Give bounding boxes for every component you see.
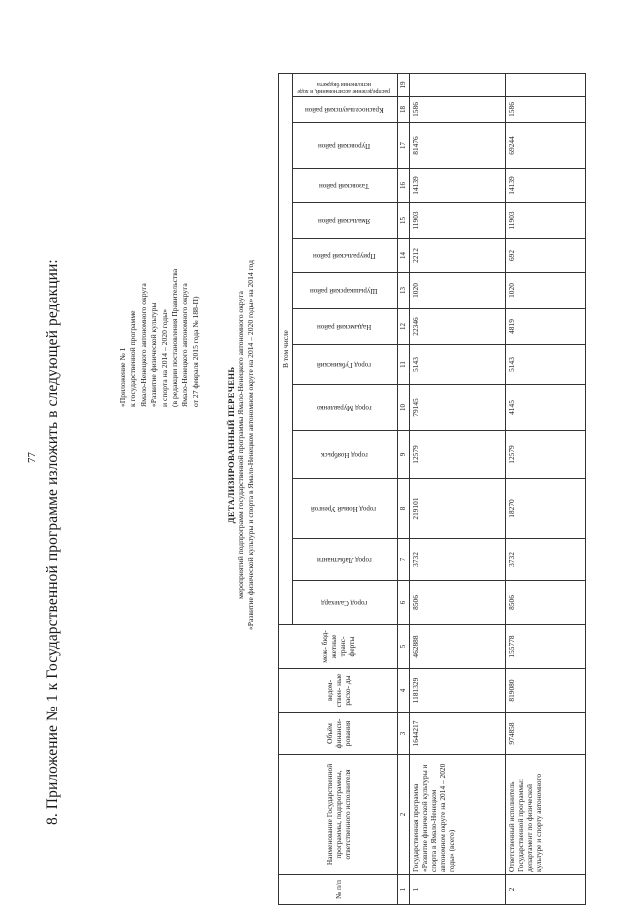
col-index: 13 <box>398 273 410 309</box>
cell-salekhard: 8506 <box>410 581 506 625</box>
cell-salekhard: 8506 <box>506 581 586 625</box>
financing-table <box>278 73 586 905</box>
muni-header: город Ноябрьск <box>293 431 398 479</box>
col-index: 15 <box>398 203 410 239</box>
cell-yamalsky: 11903 <box>410 203 506 239</box>
cell-tazovsky: 14139 <box>506 169 586 203</box>
col-index: 6 <box>398 581 410 625</box>
muni-header: Приуральский район <box>293 239 398 273</box>
including-header: В том числе <box>279 74 293 625</box>
cell-labytnangi: 3732 <box>506 539 586 581</box>
col-vedom-header: ведом- ствен- ные расхо- ды <box>279 669 398 713</box>
col-index: 19 <box>398 74 410 97</box>
muni-header: Тазовский район <box>293 169 398 203</box>
row-number: 2 <box>506 875 586 905</box>
col-index: 4 <box>398 669 410 713</box>
col-index: 11 <box>398 345 410 385</box>
document-title <box>226 35 256 855</box>
cell-vedom: 1181329 <box>410 669 506 713</box>
cell-novy-urengoy: 18270 <box>506 479 586 539</box>
row-name: Государственная программа «Развитие физической культуры и спорта в Ямало-Ненецком автономном округе на 2014 – 2020 годы» (всего) <box>410 755 506 875</box>
col-index: 17 <box>398 123 410 169</box>
page-number: 77 <box>26 452 38 463</box>
col-index: 9 <box>398 431 410 479</box>
col-index: 8 <box>398 479 410 539</box>
appendix-line: от 27 февраля 2015 года № 188-П) <box>190 296 200 407</box>
appendix-note <box>118 77 201 407</box>
row-number: 1 <box>410 875 506 905</box>
col-index: 2 <box>398 755 410 875</box>
cell-muravlenko: 4145 <box>506 385 586 431</box>
cell-purovsky: 81476 <box>410 123 506 169</box>
cell-novy-urengoy: 219101 <box>410 479 506 539</box>
col-index: 18 <box>398 97 410 123</box>
muni-header: город Новый Уренгой <box>293 479 398 539</box>
cell-noyabrsk: 12579 <box>506 431 586 479</box>
col-mezh-header: меж- бюд- жетные транс- ферты <box>279 625 398 669</box>
appendix-line: Ямало-Ненецкого автономного округа <box>138 283 148 407</box>
appendix-line: к государственной программе <box>128 310 138 407</box>
cell-yamalsky: 11903 <box>506 203 586 239</box>
cell-priuralsky: 692 <box>506 239 586 273</box>
row-name: Ответственный исполнитель Государственной программы: департамент по физической культуре и спорту автономного <box>506 755 586 875</box>
appendix-line: «Приложение № 1 <box>118 347 127 407</box>
title-subtitle: мероприятий подпрограмм государственной программы Ямало-Ненецкого автономного округа <box>236 291 245 599</box>
cell-shuryshkary: 1020 <box>506 273 586 309</box>
col-num-header: № п/п <box>279 875 398 905</box>
appendix-line: (в редакции постановления Правительства <box>170 268 180 407</box>
title-subtitle-2: «Развитие физической культуры и спорта в Ямало-Ненецком автономном округе на 2014 – 2020 годы» на 2014 год <box>246 260 255 630</box>
cell-volume: 974858 <box>506 713 586 755</box>
cell-reserve <box>506 74 586 97</box>
muni-header: город Муравленко <box>293 385 398 431</box>
table-row <box>506 74 586 905</box>
appendix-line: Ямало-Ненецкого автономного округа <box>180 283 190 407</box>
section-heading: 8. Приложение № 1 к Государственной программе изложить в следующей редакции: <box>44 259 61 825</box>
col-index: 16 <box>398 169 410 203</box>
col-index: 14 <box>398 239 410 273</box>
cell-mezh: 462888 <box>410 625 506 669</box>
col-name-header: Наименование Государственной программы, подпрограммы, ответственного исполнителя <box>279 755 398 875</box>
cell-vedom: 819080 <box>506 669 586 713</box>
muni-header: Пуровский район <box>293 123 398 169</box>
col-index: 7 <box>398 539 410 581</box>
cell-nadym: 22346 <box>410 309 506 345</box>
cell-tazovsky: 14139 <box>410 169 506 203</box>
col-index: 1 <box>398 875 410 905</box>
muni-header: Красноселькупский район <box>293 97 398 123</box>
muni-header: город Губкинский <box>293 345 398 385</box>
cell-volume: 1644217 <box>410 713 506 755</box>
appendix-line: и спорта на 2014 – 2020 годы» <box>159 308 169 407</box>
muni-header: Ямальский район <box>293 203 398 239</box>
table-row <box>410 74 506 905</box>
cell-priuralsky: 2212 <box>410 239 506 273</box>
muni-header: Шурышкарский район <box>293 273 398 309</box>
col-index: 3 <box>398 713 410 755</box>
cell-purovsky: 69244 <box>506 123 586 169</box>
cell-krasnoselkupsky: 1586 <box>506 97 586 123</box>
cell-shuryshkary: 1020 <box>410 273 506 309</box>
muni-header: распределение ассигнований, в ходе исполнения бюджета <box>293 74 398 97</box>
title-main: ДЕТАЛИЗИРОВАННЫЙ ПЕРЕЧЕНЬ <box>226 366 236 524</box>
cell-gubkinsky: 5143 <box>410 345 506 385</box>
muni-header: город Салехард <box>293 581 398 625</box>
cell-reserve <box>410 74 506 97</box>
muni-header: город Лабытнанги <box>293 539 398 581</box>
col-index: 10 <box>398 385 410 431</box>
cell-gubkinsky: 5143 <box>506 345 586 385</box>
col-index: 12 <box>398 309 410 345</box>
cell-krasnoselkupsky: 1586 <box>410 97 506 123</box>
col-volume-header: Объём финанси- рования <box>279 713 398 755</box>
cell-nadym: 4819 <box>506 309 586 345</box>
cell-noyabrsk: 12579 <box>410 431 506 479</box>
cell-labytnangi: 3732 <box>410 539 506 581</box>
muni-header: Надымский район <box>293 309 398 345</box>
header-row <box>279 74 293 905</box>
cell-muravlenko: 79145 <box>410 385 506 431</box>
cell-mezh: 155778 <box>506 625 586 669</box>
col-index: 5 <box>398 625 410 669</box>
column-index-row <box>398 74 410 905</box>
appendix-line: «Развитие физической культуры <box>149 302 159 407</box>
